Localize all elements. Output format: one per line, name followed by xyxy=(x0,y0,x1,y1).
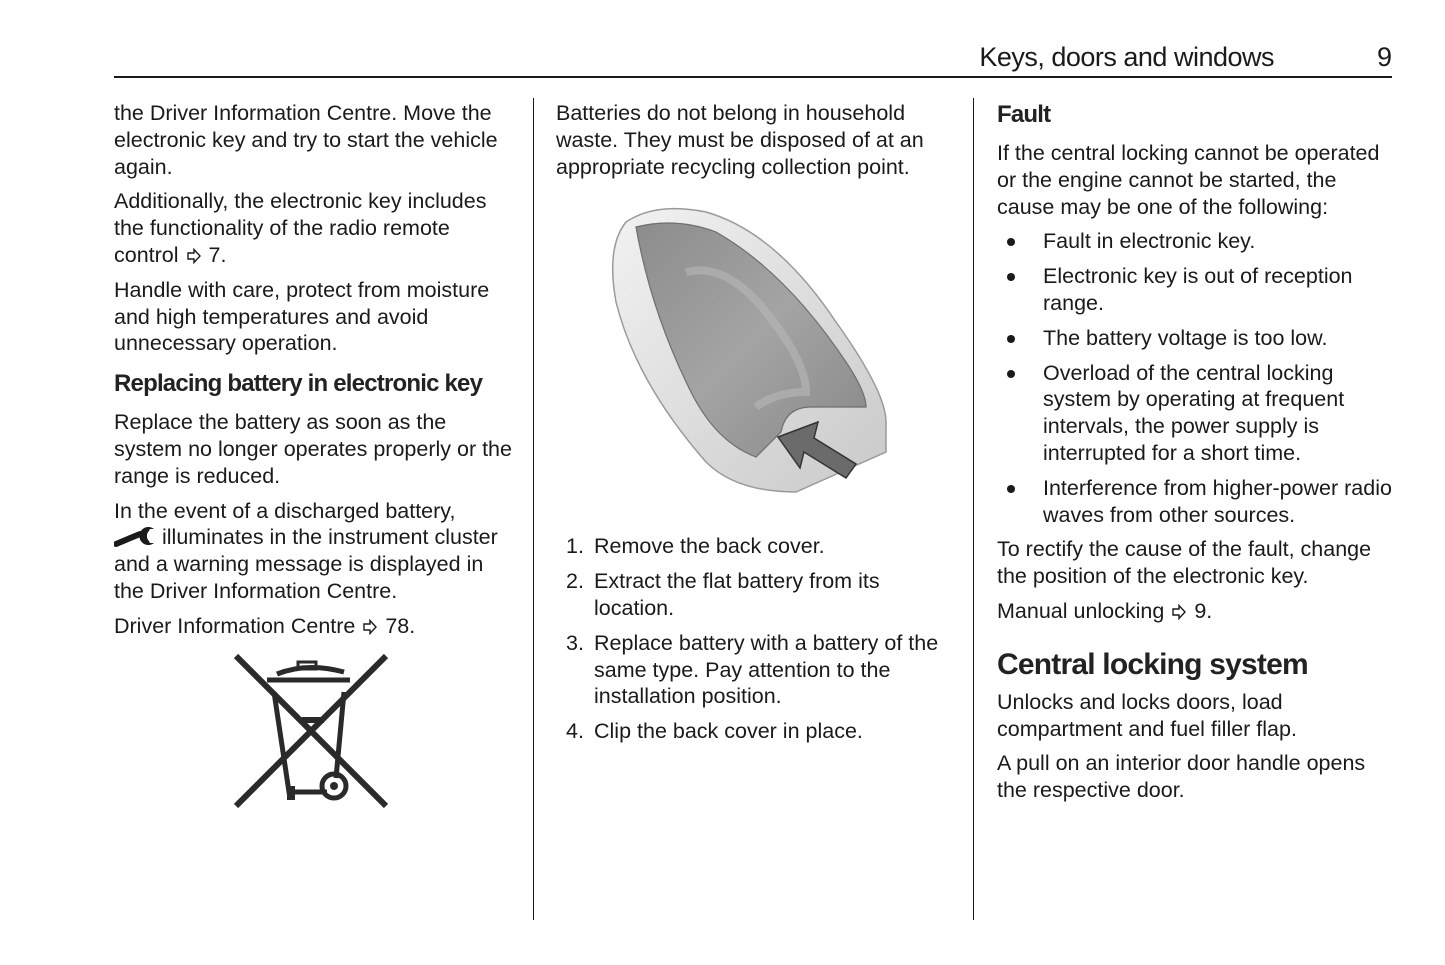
step-number: 3. xyxy=(566,630,584,655)
step-item xyxy=(556,533,956,560)
step-number: 2. xyxy=(566,569,584,594)
paragraph xyxy=(114,188,514,268)
list-item-text: Electronic key is out of reception range. xyxy=(1043,264,1353,315)
step-text: Clip the back cover in place. xyxy=(594,719,863,744)
section-title: Keys, doors and windows xyxy=(979,42,1274,72)
paragraph-text: illuminates in the instrument cluster and a warning message is displayed in the Driver Information Centre. xyxy=(114,525,498,603)
bullet-icon xyxy=(1007,370,1015,378)
paragraph-text: Manual unlocking xyxy=(997,598,1165,623)
list-item-text: The battery voltage is too low. xyxy=(1043,325,1328,350)
page-reference-arrow-icon xyxy=(1172,604,1186,620)
column-3 xyxy=(997,100,1397,812)
list-item-text: Overload of the central locking system by operating at frequent intervals, the power supply is interrupted for a short time. xyxy=(1043,360,1345,465)
step-text: Replace battery with a battery of the same type. Pay attention to the installation position. xyxy=(594,630,939,709)
electronic-key-illustration xyxy=(556,192,951,507)
page-header xyxy=(114,38,1392,78)
paragraph: A pull on an interior door handle opens the respective door. xyxy=(997,751,1366,803)
bullet-icon xyxy=(1007,273,1015,281)
step-text: Remove the back cover. xyxy=(594,534,825,559)
subsection-heading: Replacing battery in electronic key xyxy=(114,370,483,398)
fault-cause-list xyxy=(997,228,1397,528)
bullet-icon xyxy=(1007,485,1015,493)
paragraph-text: Driver Information Centre xyxy=(114,613,356,638)
subsection-heading: Fault xyxy=(997,101,1051,128)
crossed-out-wheelie-bin-icon xyxy=(232,652,392,812)
list-item-text: Fault in electronic key. xyxy=(1043,229,1256,254)
list-item xyxy=(997,360,1397,467)
page-reference-arrow-icon xyxy=(363,619,377,635)
page-number: 9 xyxy=(1376,42,1392,72)
paragraph: the Driver Information Centre. Move the electronic key and try to start the vehicle again. xyxy=(114,101,498,179)
page-reference-link[interactable]: 7. xyxy=(208,242,227,267)
column-divider xyxy=(973,98,974,920)
paragraph: Unlocks and locks doors, load compartment and fuel filler flap. xyxy=(997,689,1297,741)
bullet-icon xyxy=(1007,335,1015,343)
paragraph xyxy=(114,613,514,640)
page-reference-link[interactable]: 9. xyxy=(1194,598,1213,623)
bullet-icon xyxy=(1007,238,1015,246)
step-number: 1. xyxy=(566,534,584,559)
step-item xyxy=(556,718,956,745)
list-item xyxy=(997,263,1397,317)
section-heading: Central locking system xyxy=(997,647,1308,681)
page-reference-link[interactable]: 78. xyxy=(385,613,416,638)
paragraph: Batteries do not belong in household waste. They must be disposed of at an appropriate recycling collection point. xyxy=(556,101,924,179)
paragraph xyxy=(997,598,1397,625)
step-number: 4. xyxy=(566,719,584,744)
instruction-steps xyxy=(556,533,956,745)
paragraph xyxy=(114,498,514,605)
column-divider xyxy=(533,98,534,920)
step-item xyxy=(556,568,956,622)
list-item xyxy=(997,228,1397,255)
paragraph: Replace the battery as soon as the system no longer operates properly or the range is reduced. xyxy=(114,410,512,488)
paragraph: If the central locking cannot be operated or the engine cannot be started, the cause may be one of the following: xyxy=(997,141,1380,219)
column-1 xyxy=(114,100,514,812)
list-item-text: Interference from higher-power radio waves from other sources. xyxy=(1043,475,1392,527)
step-text: Extract the flat battery from its location. xyxy=(594,569,880,620)
paragraph: Handle with care, protect from moisture and high temperatures and avoid unnecessary operation. xyxy=(114,277,490,356)
column-2 xyxy=(556,100,956,753)
paragraph: To rectify the cause of the fault, change the position of the electronic key. xyxy=(997,537,1372,589)
list-item xyxy=(997,325,1397,352)
paragraph-text: In the event of a discharged battery, xyxy=(114,498,456,523)
wrench-warning-icon xyxy=(114,526,158,548)
page-reference-arrow-icon xyxy=(187,248,201,264)
list-item xyxy=(997,475,1397,529)
step-item xyxy=(556,630,956,710)
paragraph-text: Additionally, the electronic key includes the functionality of the radio remote control xyxy=(114,189,487,267)
